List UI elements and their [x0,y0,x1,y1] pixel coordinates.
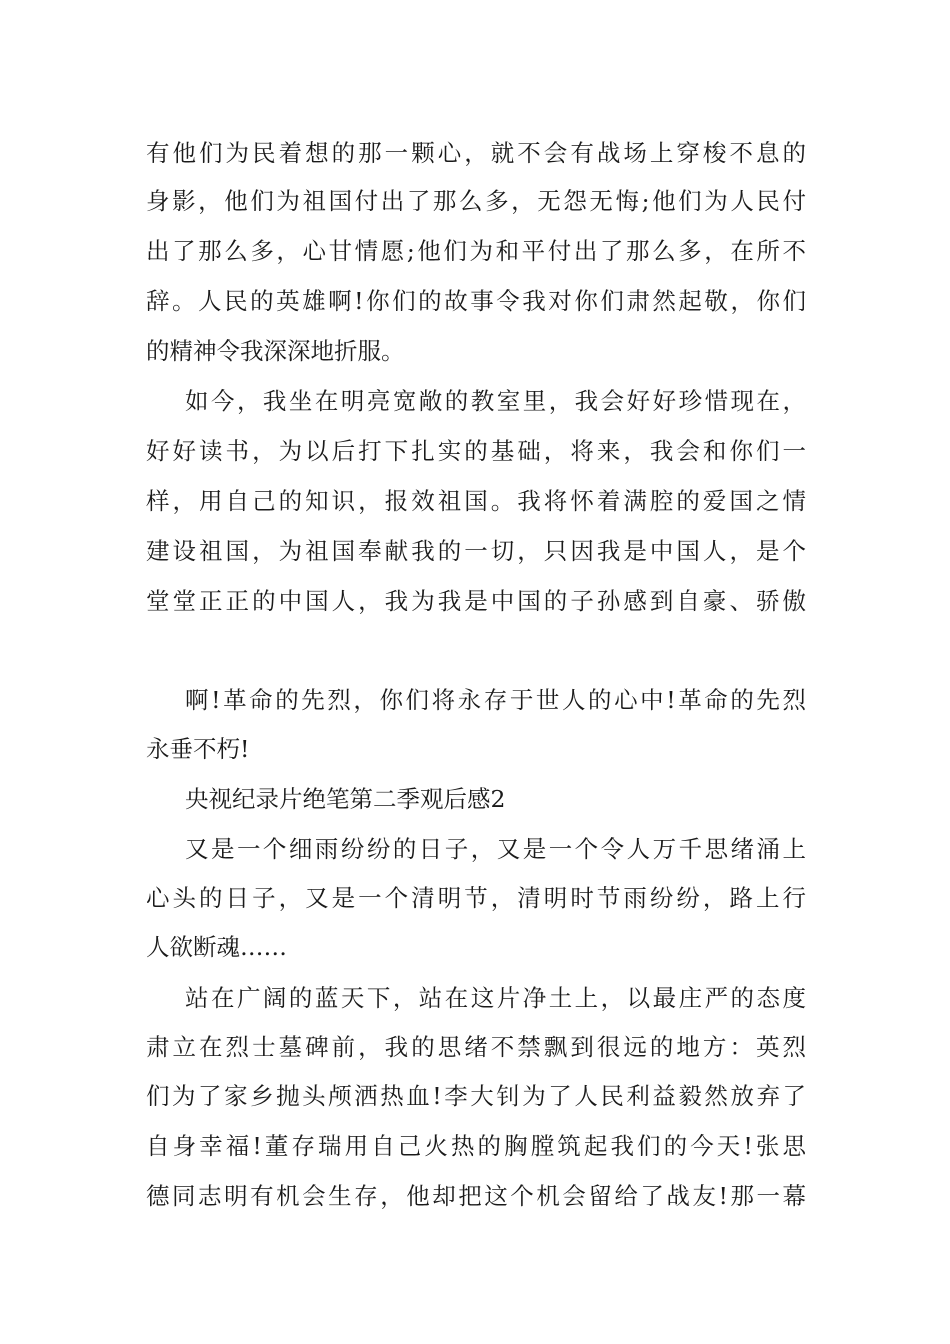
text-line: 德同志明有机会生存，他却把这个机会留给了战友!那一幕 [146,1182,806,1210]
text-line: 建设祖国，为祖国奉献我的一切，只因我是中国人，是个 [146,537,806,565]
text-line: 啊!革命的先烈，你们将永存于世人的心中!革命的先烈 [185,686,806,714]
text-line: 肃立在烈士墓碑前，我的思绪不禁飘到很远的地方：英烈 [146,1033,806,1061]
text-line: 人欲断魂…… [146,933,287,961]
text-line: 样，用自己的知识，报效祖国。我将怀着满腔的爱国之情 [146,487,806,515]
section-title: 央视纪录片绝笔第二季观后感2 [185,785,506,813]
text-line: 好好读书，为以后打下扎实的基础，将来，我会和你们一 [146,437,806,465]
text-line: 自身幸福!董存瑞用自己火热的胸膛筑起我们的今天!张思 [146,1132,806,1160]
text-line: 永垂不朽! [146,735,250,763]
text-line: 如今，我坐在明亮宽敞的教室里，我会好好珍惜现在， [185,387,806,415]
text-line: 辞。人民的英雄啊!你们的故事令我对你们肃然起敬，你们 [146,287,806,315]
text-line: 堂堂正正的中国人，我为我是中国的子孙感到自豪、骄傲 [146,587,806,615]
text-line: 又是一个细雨纷纷的日子，又是一个令人万千思绪涌上 [185,835,806,863]
text-line: 站在广阔的蓝天下，站在这片净土上，以最庄严的态度 [185,984,806,1012]
text-line: 们为了家乡抛头颅洒热血!李大钊为了人民利益毅然放弃了 [146,1082,806,1110]
text-line: 心头的日子，又是一个清明节，清明时节雨纷纷，路上行 [146,884,806,912]
text-line: 的精神令我深深地折服。 [146,337,405,365]
text-line: 出了那么多，心甘情愿;他们为和平付出了那么多，在所不 [146,237,806,265]
text-line: 有他们为民着想的那一颗心，就不会有战场上穿梭不息的 [146,139,806,167]
text-line: 身影，他们为祖国付出了那么多，无怨无悔;他们为人民付 [146,187,806,215]
